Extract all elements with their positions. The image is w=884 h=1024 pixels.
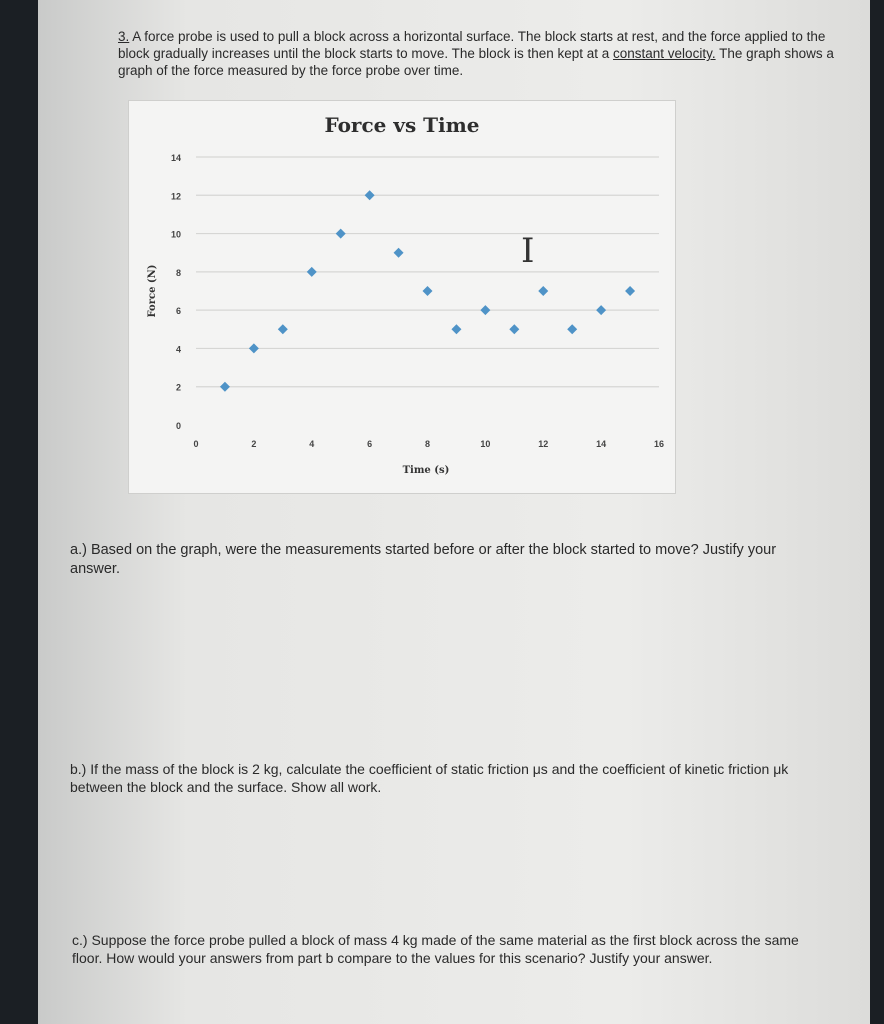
question-number: 3. — [118, 29, 130, 44]
question-intro-end: The graph shows a graph of the force measured by the force probe over time. — [118, 46, 834, 78]
question-intro-text: A force probe is used to pull a block across a horizontal surface. The block starts at rest, and the force applied to the block gradually increases until the block starts to move. The block is then kept at a — [118, 29, 826, 61]
y-tick-label: 12 — [170, 191, 181, 202]
data-point — [480, 305, 490, 315]
constant-velocity-text: constant velocity. — [613, 46, 716, 61]
y-tick-label: 6 — [175, 306, 181, 317]
data-point — [538, 286, 548, 296]
data-point — [451, 324, 461, 334]
x-tick-label: 0 — [193, 439, 199, 449]
worksheet-page — [38, 0, 870, 1024]
data-point — [307, 267, 317, 277]
y-tick-label: 14 — [170, 153, 181, 163]
y-tick-label: 2 — [175, 382, 181, 393]
chart-title: Force vs Time — [324, 113, 480, 137]
part-a-question: a.) Based on the graph, were the measurements started before or after the block started to move? Justify your answer. — [70, 542, 777, 577]
part-b-question: b.) If the mass of the block is 2 kg, calculate the coefficient of static friction μs and the coefficient of kinetic friction μk between the block and the surface. Show all work. — [70, 761, 789, 795]
data-point — [596, 305, 606, 315]
part-c-question: c.) Suppose the force probe pulled a block of mass 4 kg made of the same material as the first block across the same floor. How would your answers from part b compare to the values for this scenario? Justify your answer. — [72, 932, 799, 966]
data-point — [278, 324, 288, 334]
x-tick-label: 8 — [424, 439, 431, 449]
y-tick-label: 8 — [175, 267, 181, 278]
data-point — [365, 190, 375, 200]
data-point — [220, 382, 230, 392]
data-point — [423, 286, 433, 296]
text-cursor-icon: I — [521, 231, 535, 271]
x-tick-label: 2 — [251, 439, 257, 449]
force-time-chart — [128, 100, 676, 494]
y-tick-label: 10 — [170, 229, 181, 240]
data-point — [249, 343, 259, 353]
x-tick-label: 14 — [596, 439, 607, 449]
data-point — [509, 324, 519, 334]
chart-svg — [129, 101, 675, 493]
y-axis-label: Force (N) — [147, 264, 158, 318]
data-point — [567, 324, 577, 334]
data-point — [394, 248, 404, 258]
data-point — [625, 286, 635, 296]
x-tick-label: 10 — [480, 439, 491, 449]
x-tick-label: 12 — [538, 439, 549, 449]
y-tick-label: 0 — [175, 421, 181, 431]
data-point — [336, 229, 346, 239]
question-intro — [118, 28, 848, 79]
x-axis-label: Time (s) — [402, 465, 450, 476]
x-tick-label: 16 — [653, 439, 665, 449]
x-tick-label: 6 — [367, 439, 373, 449]
x-tick-label: 4 — [309, 439, 315, 449]
y-tick-label: 4 — [175, 344, 181, 355]
